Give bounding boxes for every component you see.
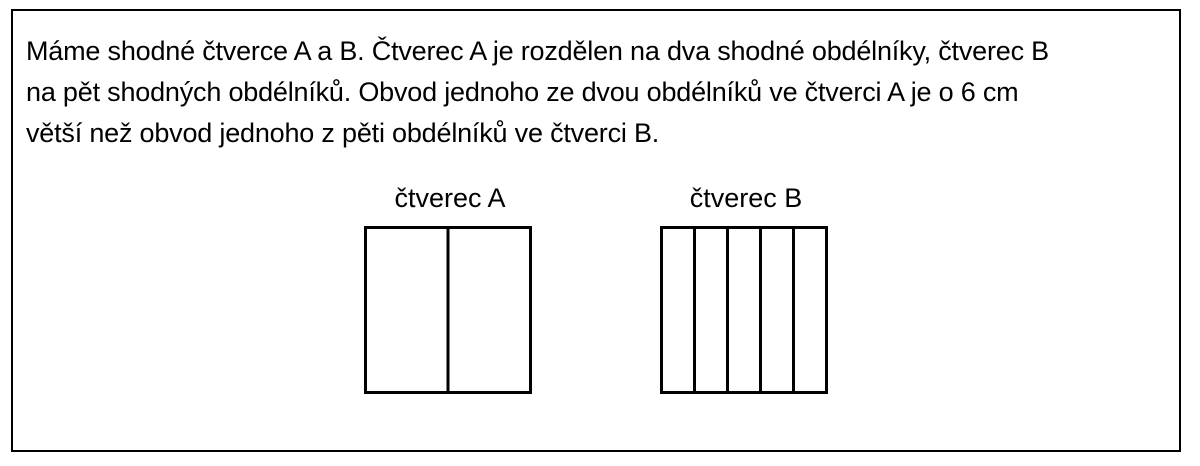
square-b-outline	[662, 228, 827, 393]
square-a-diagram	[364, 226, 532, 394]
problem-text	[26, 31, 1166, 154]
square-b-diagram	[660, 226, 828, 394]
square-a-label: čtverec A	[394, 183, 506, 213]
problem-line-3: větší než obvod jednoho z pěti obdélníků ve čtverci B.	[26, 118, 660, 148]
square-b-label: čtverec B	[689, 183, 803, 213]
problem-line-2: na pět shodných obdélníků. Obvod jednoho ze dvou obdélníků ve čtverci A je o 6 cm	[26, 77, 1019, 107]
problem-line-1: Máme shodné čtverce A a B. Čtverec A je rozdělen na dva shodné obdélníky, čtverec B	[26, 36, 1049, 66]
